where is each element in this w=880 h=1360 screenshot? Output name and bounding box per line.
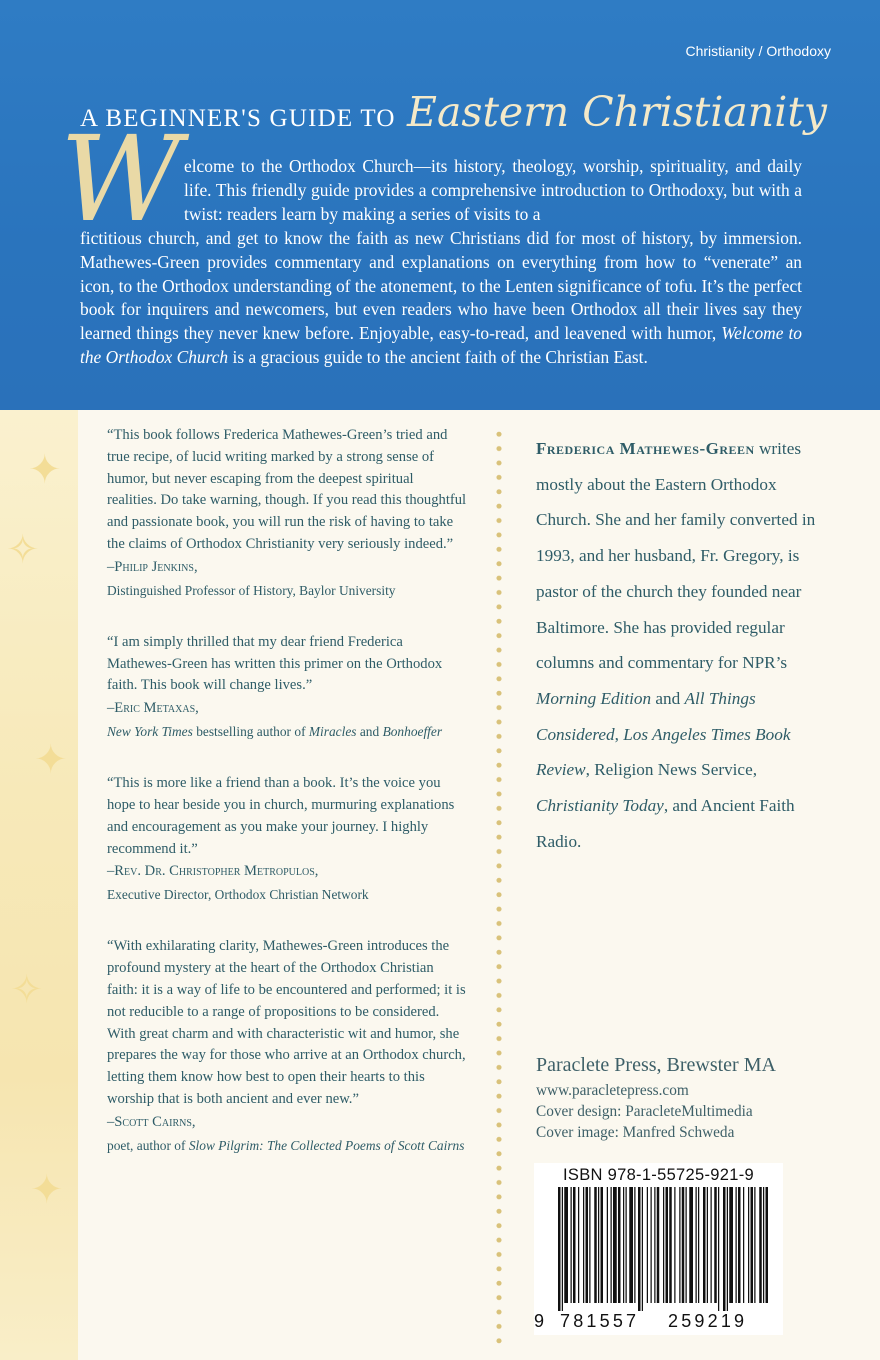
barcode-bar [598,1187,599,1303]
barcode-bar [686,1187,687,1303]
barcode-bar [657,1187,660,1303]
barcode-bar [578,1187,579,1303]
quote-role: Executive Director, Orthodox Christian Network [107,887,369,903]
barcode-bar [718,1187,719,1311]
barcode-bar [727,1187,728,1311]
quote-author: –Rev. Dr. Christopher Metropulos, [107,863,319,880]
barcode-bar [763,1187,764,1303]
cover-design-credit: Cover design: ParacleteMultimedia [536,1103,753,1120]
barcode-bar [594,1187,597,1303]
barcode-bar [754,1187,755,1303]
barcode-bar [571,1187,572,1303]
bio-italic: Morning Edition [536,688,652,708]
heading-script: Eastern Christianity [407,88,827,136]
barcode-bar [634,1187,635,1303]
barcode-bar [729,1187,733,1303]
quote-attribution [107,1111,467,1157]
bio-text: and [655,688,681,708]
intro-book-title: Welcome to the Orthodox Church [80,323,802,368]
author-name: Frederica Mathewes-Green [536,439,755,458]
barcode-bar [564,1187,568,1303]
quote-text: “This book follows Frederica Mathewes-Green’s tried and true recipe, of lucid writing marked by a strong sense of humor, but never escaping from the deepest spiritual realities. Do take warning, though. If you read this thoughtful and passionate book, you will run the risk of having to take the claims of Orthodox Christianity very seriously indeed.” [107,427,467,552]
author-bio [536,431,826,859]
quote-attribution [107,860,467,906]
barcode-bar [562,1187,563,1311]
barcode-bar [623,1187,624,1303]
quote-text: “This is more like a friend than a book. It’s the voice you hope to hear beside you in church, murmuring explanations and encouragement as you make your journey. I highly recommend it.” [107,775,455,857]
quote-role [107,1134,467,1157]
barcode-bar [751,1187,754,1303]
barcode-bar [586,1187,589,1303]
barcode-bar [759,1187,762,1303]
barcode-bar [679,1187,680,1303]
barcode-bar [674,1187,675,1303]
star-icon: ✦ [30,1167,64,1213]
barcode-bar [601,1187,604,1303]
role-italic: Miracles [308,724,357,740]
top-blue-panel [0,0,880,410]
heading-prefix: A BEGINNER'S GUIDE TO [80,105,396,132]
barcode-bar [743,1187,744,1303]
barcode-bar [669,1187,672,1303]
intro-body: fictitious church, and get to know the faith as new Christians did for most of history, by immersion. Mathewes-Green provides commentary and explanations on everything from how to “venerate” an icon, to the Orthodox understanding of the atonement, to the Lenten significance of tofu. It’s the perfect book for inquirers and newcomers, but even readers who have been Orthodox all their lives say they learned things they never knew before. Enjoyable, easy-to-read, and leavened with humor, [80,227,802,344]
role-text: bestselling author of [196,724,306,740]
publisher-website: www.paracletepress.com [536,1082,689,1099]
role-text: poet, author of [107,1137,186,1153]
barcode-bar [698,1187,699,1303]
bio-text: , Religion News Service, [585,760,757,780]
bio-text: , and Ancient Faith Radio. [536,796,795,851]
heading [80,88,827,136]
barcode-bar [611,1187,612,1303]
barcode-bar [651,1187,652,1303]
intro-paragraph [80,155,802,370]
role-italic: Bonhoeffer [382,724,443,740]
quote-jenkins [107,425,467,602]
dotted-divider [495,427,503,1352]
drop-cap: W [60,110,182,248]
quote-text: “With exhilarating clarity, Mathewes-Green introduces the profound mystery at the heart of the Orthodox Christian faith: it is a way of life to be encountered and performed; it is not reducible to a range of propositions to be considered. With great charm and with characteristic wit and humor, she prepares the way for those who arrive at an Orthodox church, letting them know how best to open their hearts to this worship that is both ancient and ever new.” [107,938,466,1107]
barcode-bar [707,1187,708,1303]
publisher-info [536,1050,836,1143]
star-icon: ✦ [34,737,68,783]
barcode-digit-lead: 9 [534,1311,548,1331]
quote-author: –Philip Jenkins, [107,558,198,575]
quote-attribution [107,556,467,602]
barcode-bar [714,1187,717,1303]
role-text: and [359,724,380,740]
cover-image-credit: Cover image: Manfred Schweda [536,1124,735,1141]
barcode-bar [589,1187,590,1303]
category-label: Christianity / Orthodoxy [685,43,831,59]
endorsement-quotes [107,425,467,1187]
intro-ending: is a gracious guide to the ancient faith of the Christian East. [232,347,648,368]
quote-metropulos [107,773,467,906]
barcode-bar [738,1187,741,1303]
bio-italic: All Things Considered [536,688,756,744]
star-icon: ✦ [28,447,62,493]
barcode-bar [736,1187,737,1303]
barcode-bar [626,1187,627,1303]
role-italic: New York Times [107,724,193,740]
barcode-bar [666,1187,669,1303]
barcode-digits-right: 259219 [668,1311,748,1331]
barcode-bar [558,1187,561,1311]
barcode-digits-left: 781557 [560,1311,640,1331]
barcode-bar [748,1187,749,1303]
publisher-name: Paraclete Press, Brewster MA [536,1054,776,1076]
quote-role: Distinguished Professor of History, Baylor University [107,582,396,598]
barcode-bar [689,1187,693,1303]
barcode-bar [654,1187,655,1303]
barcode-bar [638,1187,641,1311]
barcode-bars [540,1187,777,1311]
quote-metaxas [107,632,467,743]
isbn-label: ISBN 978-1-55725-921-9 [563,1166,754,1184]
quote-attribution [107,697,467,743]
barcode [534,1163,783,1335]
quote-role [107,720,467,743]
quote-text: “I am simply thrilled that my dear friend Frederica Mathewes-Green has written this primer on the Orthodox faith. This book will change lives.” [107,633,443,694]
barcode-bar [642,1187,643,1311]
quote-author: –Eric Metaxas, [107,700,199,717]
barcode-bar [711,1187,712,1303]
barcode-bar [723,1187,726,1311]
quote-author: –Scott Cairns, [107,1113,196,1130]
bio-text: , [614,724,619,744]
bio-text: writes mostly about the Eastern Orthodox Church. She and her family converted in 1993, and her husband, Fr. Gregory, is pastor of the church they founded near Baltimore. She has provided regular columns and commentary for NPR’s [536,439,816,673]
role-italic: Slow Pilgrim: The Collected Poems of Scott Cairns [188,1137,465,1153]
barcode-bar [696,1187,697,1303]
quote-cairns [107,936,467,1156]
barcode-bar [647,1187,648,1303]
barcode-bar [663,1187,664,1303]
barcode-bar [607,1187,608,1303]
barcode-bar [766,1187,769,1303]
barcode-bar [573,1187,576,1303]
barcode-bar [583,1187,584,1303]
intro-first-lines: elcome to the Orthodox Church—its history, theology, worship, spirituality, and daily life. This friendly guide provides a comprehensive introduction to Orthodoxy, but with a twist: readers learn by making a series of visits to a [184,156,802,224]
decorative-strip [0,410,78,1360]
barcode-bar [629,1187,633,1303]
bio-italic: Los Angeles Times Book Review [536,724,791,780]
star-icon: ✧ [10,967,44,1013]
barcode-bar [613,1187,617,1303]
barcode-bar [703,1187,706,1303]
barcode-bar [618,1187,621,1303]
bio-italic: Christianity Today [536,796,664,816]
barcode-bar [682,1187,685,1303]
star-icon: ✧ [6,527,40,573]
